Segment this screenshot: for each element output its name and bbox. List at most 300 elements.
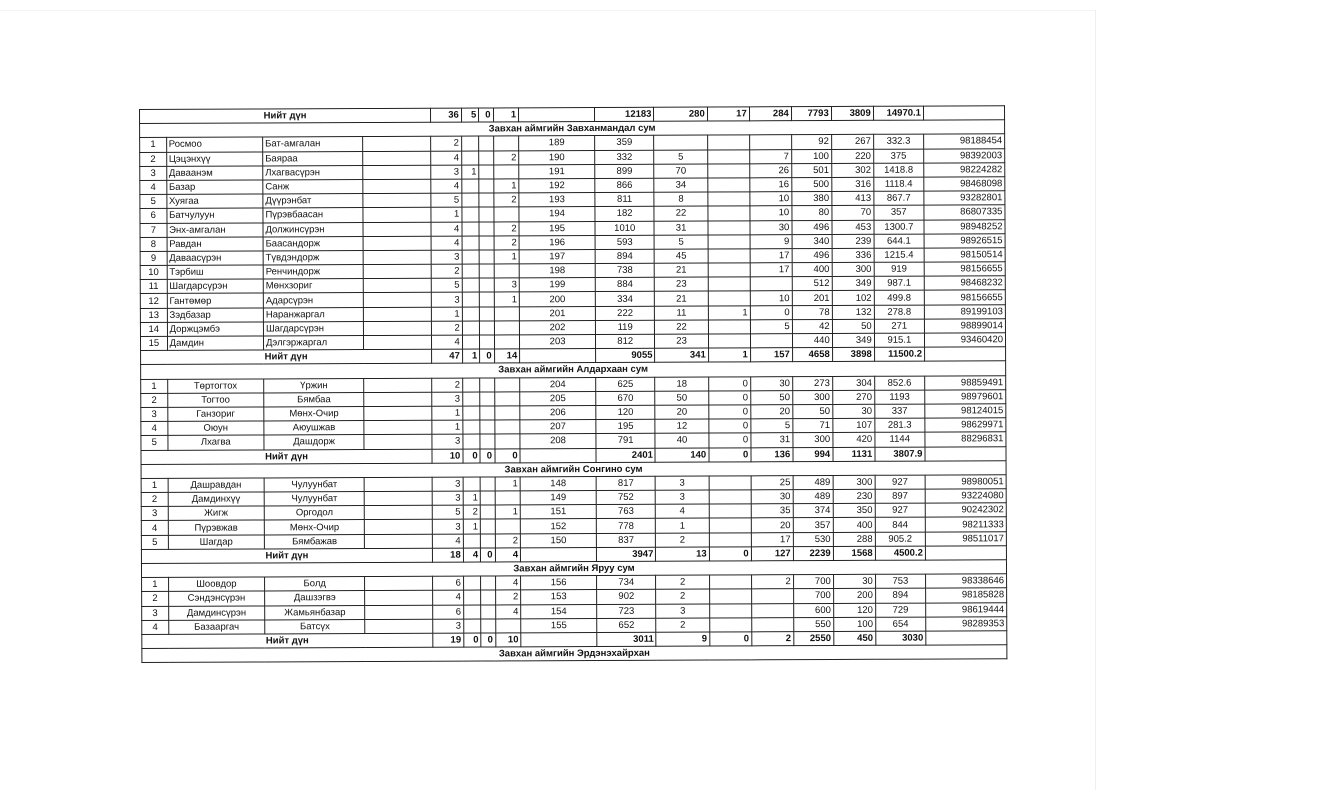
- patronymic-name: Баяраа: [263, 151, 363, 166]
- value-cell: [708, 320, 750, 334]
- value-cell: [709, 603, 751, 617]
- value-cell: [493, 136, 519, 150]
- total-cell: [923, 106, 1004, 121]
- value-cell: 3: [431, 165, 462, 179]
- value-cell: 9: [750, 234, 792, 248]
- value-cell: 2: [656, 589, 709, 603]
- value-cell: 336: [832, 248, 874, 262]
- value-cell: 6: [433, 576, 464, 590]
- value-cell: 18: [655, 377, 708, 391]
- value-cell: 21: [655, 263, 708, 277]
- patronymic-name: Дашдорж: [264, 435, 364, 450]
- patronymic-name: Мөнхзориг: [263, 279, 363, 294]
- total-cell: 4658: [792, 348, 832, 362]
- value-cell: [462, 335, 479, 349]
- value-cell: 453: [832, 220, 874, 234]
- value-cell: 1: [463, 519, 480, 533]
- value-cell: 5: [751, 419, 793, 433]
- value-cell: 1: [462, 165, 479, 179]
- blank-cell: [365, 520, 433, 534]
- value-cell: [463, 605, 480, 619]
- value-cell: [481, 619, 495, 633]
- total-cell: 0: [464, 633, 481, 647]
- value-cell: 152: [520, 519, 596, 534]
- blank-cell: [364, 278, 432, 292]
- value-cell: 1: [463, 491, 480, 505]
- value-cell: [463, 406, 480, 420]
- herder-name: Шоовдор: [168, 577, 264, 592]
- value-cell: 1010: [595, 221, 654, 235]
- total-cell: 3030: [876, 631, 926, 645]
- total-cell: 47: [432, 349, 463, 363]
- value-cell: 300: [792, 390, 832, 404]
- value-cell: [494, 406, 520, 420]
- value-cell: [709, 589, 751, 603]
- value-cell: 190: [519, 150, 595, 165]
- herder-name: Батчулуун: [167, 208, 263, 223]
- value-cell: [750, 277, 792, 291]
- value-cell: 902: [597, 590, 656, 604]
- value-cell: 203: [520, 335, 596, 350]
- blank-cell: [364, 293, 432, 307]
- value-cell: 98124015: [925, 404, 1006, 419]
- value-cell: 884: [595, 278, 654, 292]
- value-cell: 7: [749, 149, 791, 163]
- value-cell: [461, 136, 478, 150]
- herder-name: Жигж: [168, 506, 264, 521]
- patronymic-name: Дэлгэржаргал: [263, 336, 363, 351]
- value-cell: 332: [595, 150, 654, 164]
- value-cell: 3: [431, 250, 462, 264]
- value-cell: 625: [596, 377, 655, 391]
- value-cell: 334: [595, 292, 654, 306]
- value-cell: 927: [875, 503, 925, 517]
- value-cell: [707, 149, 749, 163]
- value-cell: 153: [521, 590, 597, 605]
- section-header: [142, 645, 1007, 663]
- total-cell: [521, 547, 597, 562]
- value-cell: 50: [655, 391, 708, 405]
- value-cell: 1: [495, 505, 521, 519]
- value-cell: 1: [494, 292, 520, 306]
- blank-cell: [363, 151, 431, 165]
- total-cell: 0: [481, 548, 495, 562]
- value-cell: [480, 378, 494, 392]
- section-title: Завхан аймгийн Завханмандал сум: [140, 120, 1005, 138]
- value-cell: 413: [832, 191, 874, 205]
- herder-name: Дамдин: [167, 336, 263, 351]
- row-number: 14: [140, 322, 167, 336]
- herder-name: Цэцэнхүү: [166, 152, 262, 167]
- total-label: Нийт дүн: [142, 633, 433, 648]
- value-cell: 0: [708, 405, 750, 419]
- value-cell: 440: [792, 333, 832, 347]
- value-cell: [480, 434, 494, 448]
- section-title: Завхан аймгийн Сонгино сум: [141, 460, 1006, 478]
- value-cell: 778: [596, 519, 655, 533]
- value-cell: [709, 618, 751, 632]
- value-cell: 98289353: [926, 616, 1007, 631]
- value-cell: 700: [793, 589, 833, 603]
- value-cell: 300: [832, 262, 874, 276]
- row-number: 6: [140, 209, 167, 223]
- blank-cell: [364, 264, 432, 278]
- value-cell: [709, 575, 751, 589]
- value-cell: 340: [792, 234, 832, 248]
- value-cell: [494, 306, 520, 320]
- value-cell: [461, 151, 478, 165]
- value-cell: 98468098: [924, 177, 1005, 192]
- value-cell: [462, 292, 479, 306]
- herder-name: Даваанэм: [166, 166, 262, 181]
- herder-name: Росмоо: [166, 137, 262, 152]
- patronymic-name: Бямбажав: [264, 534, 364, 549]
- value-cell: 196: [519, 235, 595, 250]
- value-cell: 20: [655, 405, 708, 419]
- herder-name: Лхагва: [168, 435, 264, 450]
- total-cell: 14970.1: [873, 106, 923, 120]
- value-cell: 182: [595, 207, 654, 221]
- blank-cell: [365, 505, 433, 519]
- herder-name: Зэдбазар: [167, 308, 263, 323]
- row-number: 7: [140, 223, 167, 237]
- row-number: 5: [141, 436, 168, 450]
- value-cell: 200: [519, 292, 595, 307]
- value-cell: [480, 505, 494, 519]
- row-number: 3: [142, 606, 169, 620]
- value-cell: 332.3: [873, 134, 923, 148]
- value-cell: 2: [463, 505, 480, 519]
- herders-table: [139, 105, 1007, 663]
- value-cell: 40: [655, 433, 708, 447]
- value-cell: 300: [793, 433, 833, 447]
- value-cell: 98150514: [924, 248, 1005, 263]
- value-cell: [462, 222, 479, 236]
- value-cell: 4: [431, 151, 462, 165]
- total-cell: 1: [708, 348, 750, 362]
- total-cell: 3807.9: [875, 447, 925, 461]
- total-label: Нийт дүн: [141, 548, 432, 563]
- total-cell: 5: [461, 108, 478, 122]
- value-cell: [479, 136, 493, 150]
- value-cell: 30: [832, 404, 874, 418]
- row-number: 2: [141, 393, 168, 407]
- section-title: Завхан аймгийн Эрдэнэхайрхан: [142, 645, 1007, 663]
- blank-cell: [364, 307, 432, 321]
- value-cell: [463, 434, 480, 448]
- patronymic-name: Дүүрэнбат: [263, 194, 363, 209]
- blank-cell: [364, 321, 432, 335]
- value-cell: 919: [874, 262, 924, 276]
- value-cell: 359: [595, 136, 654, 150]
- value-cell: 357: [874, 205, 924, 219]
- patronymic-name: Адарсүрэн: [263, 293, 363, 308]
- total-label: Нийт дүн: [141, 449, 432, 464]
- value-cell: [708, 235, 750, 249]
- value-cell: [709, 518, 751, 532]
- blank-cell: [363, 165, 431, 179]
- row-number: 12: [140, 294, 167, 308]
- value-cell: 98511017: [925, 531, 1006, 546]
- value-cell: 50: [793, 404, 833, 418]
- value-cell: 288: [833, 532, 875, 546]
- total-cell: [925, 446, 1006, 461]
- blank-cell: [363, 193, 431, 207]
- value-cell: 189: [519, 136, 595, 151]
- value-cell: 267: [831, 135, 873, 149]
- value-cell: 93282801: [924, 191, 1005, 206]
- value-cell: 93460420: [924, 333, 1005, 348]
- value-cell: [495, 519, 521, 533]
- blank-cell: [364, 420, 432, 434]
- total-cell: 127: [751, 546, 793, 560]
- total-cell: 2401: [596, 448, 655, 462]
- value-cell: 30: [751, 490, 793, 504]
- value-cell: 763: [596, 504, 655, 518]
- value-cell: 2: [494, 221, 520, 235]
- total-cell: 10: [432, 449, 463, 463]
- value-cell: [480, 335, 494, 349]
- value-cell: 192: [519, 178, 595, 193]
- value-cell: 98156655: [924, 262, 1005, 277]
- row-number: 9: [140, 251, 167, 265]
- value-cell: 652: [597, 618, 656, 632]
- patronymic-name: Түвдэндорж: [263, 250, 363, 265]
- patronymic-name: Мөнх-Очир: [264, 406, 364, 421]
- row-number: 1: [142, 578, 169, 592]
- patronymic-name: Батсүх: [265, 619, 365, 634]
- total-cell: 4: [463, 548, 480, 562]
- value-cell: 20: [751, 518, 793, 532]
- total-cell: [519, 108, 595, 123]
- value-cell: 2: [494, 236, 520, 250]
- value-cell: 98619444: [926, 602, 1007, 617]
- value-cell: 35: [751, 504, 793, 518]
- value-cell: 0: [708, 376, 750, 390]
- value-cell: 349: [832, 333, 874, 347]
- value-cell: 400: [833, 518, 875, 532]
- total-label: Нийт дүн: [141, 349, 432, 364]
- value-cell: 23: [655, 334, 708, 348]
- value-cell: [709, 504, 751, 518]
- value-cell: 420: [833, 433, 875, 447]
- total-cell: 18: [432, 548, 463, 562]
- value-cell: 337: [875, 404, 925, 418]
- value-cell: [480, 420, 494, 434]
- value-cell: 230: [833, 489, 875, 503]
- value-cell: 132: [832, 305, 874, 319]
- patronymic-name: Чулуунбат: [264, 492, 364, 507]
- value-cell: [480, 392, 494, 406]
- value-cell: 316: [832, 177, 874, 191]
- patronymic-name: Болд: [265, 577, 365, 592]
- value-cell: [480, 292, 494, 306]
- value-cell: 88296831: [925, 432, 1006, 447]
- herder-name: Оюун: [168, 421, 264, 436]
- value-cell: 1: [431, 207, 462, 221]
- value-cell: 92: [791, 135, 831, 149]
- value-cell: 98980051: [925, 475, 1006, 490]
- patronymic-name: Оргодол: [264, 506, 364, 521]
- value-cell: [494, 335, 520, 349]
- herder-name: Дамдинсүрэн: [168, 606, 264, 621]
- value-cell: 852.6: [874, 376, 924, 390]
- blank-cell: [364, 406, 432, 420]
- value-cell: 0: [709, 419, 751, 433]
- value-cell: 119: [595, 320, 654, 334]
- value-cell: 738: [595, 263, 654, 277]
- value-cell: [463, 590, 480, 604]
- value-cell: [481, 605, 495, 619]
- total-cell: 7793: [791, 106, 831, 120]
- value-cell: 550: [793, 617, 833, 631]
- total-cell: 0: [495, 448, 521, 462]
- value-cell: 155: [521, 618, 597, 633]
- value-cell: 25: [751, 476, 793, 490]
- value-cell: 499.8: [874, 291, 924, 305]
- page-edge-right: [1095, 10, 1096, 790]
- value-cell: [708, 220, 750, 234]
- value-cell: [479, 221, 493, 235]
- value-cell: [494, 392, 520, 406]
- row-number: 15: [140, 336, 167, 350]
- value-cell: 593: [595, 235, 654, 249]
- value-cell: 2: [431, 264, 462, 278]
- value-cell: 3: [431, 293, 462, 307]
- value-cell: [707, 164, 749, 178]
- value-cell: 987.1: [874, 276, 924, 290]
- patronymic-name: Чулуунбат: [264, 477, 364, 492]
- patronymic-name: Наранжаргал: [263, 307, 363, 322]
- total-cell: 280: [654, 107, 707, 121]
- total-cell: 10: [495, 633, 521, 647]
- value-cell: 45: [655, 249, 708, 263]
- value-cell: 34: [654, 178, 707, 192]
- value-cell: [463, 576, 480, 590]
- value-cell: 600: [793, 603, 833, 617]
- herder-name: Шагдарсүрэн: [167, 279, 263, 294]
- value-cell: 349: [832, 277, 874, 291]
- total-cell: 4: [495, 548, 521, 562]
- value-cell: [462, 250, 479, 264]
- value-cell: [479, 250, 493, 264]
- patronymic-name: Мөнх-Очир: [264, 520, 364, 535]
- herder-name: Тогтоо: [167, 393, 263, 408]
- value-cell: 4: [495, 576, 521, 590]
- value-cell: 207: [520, 420, 596, 435]
- value-cell: 98392003: [924, 148, 1005, 163]
- blank-cell: [363, 137, 431, 151]
- value-cell: 98224282: [924, 162, 1005, 177]
- total-cell: [925, 546, 1006, 561]
- value-cell: 5: [654, 235, 707, 249]
- total-cell: 450: [833, 631, 875, 645]
- value-cell: 1118.4: [874, 177, 924, 191]
- value-cell: [493, 207, 519, 221]
- value-cell: [462, 193, 479, 207]
- value-cell: 98188454: [924, 134, 1005, 149]
- value-cell: 1: [656, 518, 709, 532]
- value-cell: 0: [709, 433, 751, 447]
- value-cell: 11: [655, 306, 708, 320]
- blank-cell: [365, 477, 433, 491]
- value-cell: 42: [792, 319, 832, 333]
- value-cell: [480, 321, 494, 335]
- value-cell: 4: [433, 590, 464, 604]
- value-cell: 1: [495, 477, 521, 491]
- value-cell: [462, 321, 479, 335]
- value-cell: 2: [495, 533, 521, 547]
- value-cell: [479, 151, 493, 165]
- value-cell: [751, 603, 793, 617]
- value-cell: 70: [832, 206, 874, 220]
- value-cell: [751, 617, 793, 631]
- value-cell: 897: [875, 489, 925, 503]
- value-cell: [708, 291, 750, 305]
- value-cell: 271: [874, 319, 924, 333]
- herder-name: Энх-амгалан: [167, 222, 263, 237]
- value-cell: 222: [595, 306, 654, 320]
- herder-name: Даваасүрэн: [167, 251, 263, 266]
- value-cell: 12: [655, 419, 708, 433]
- value-cell: 107: [833, 418, 875, 432]
- value-cell: 4: [432, 534, 463, 548]
- value-cell: 273: [792, 376, 832, 390]
- patronymic-name: Баасандорж: [263, 236, 363, 251]
- value-cell: 496: [792, 248, 832, 262]
- value-cell: 753: [875, 574, 925, 588]
- value-cell: 837: [596, 533, 655, 547]
- total-cell: 9: [656, 632, 709, 646]
- value-cell: 1144: [875, 432, 925, 446]
- blank-cell: [365, 491, 433, 505]
- blank-cell: [363, 236, 431, 250]
- value-cell: 100: [833, 617, 875, 631]
- value-cell: 530: [793, 532, 833, 546]
- blank-cell: [365, 534, 433, 548]
- total-cell: 0: [709, 547, 751, 561]
- total-cell: 341: [655, 348, 708, 362]
- value-cell: [494, 434, 520, 448]
- blank-cell: [364, 378, 432, 392]
- patronymic-name: Аюушжав: [264, 421, 364, 436]
- value-cell: 302: [831, 163, 873, 177]
- patronymic-name: Бат-амгалан: [263, 137, 363, 152]
- value-cell: 5: [750, 319, 792, 333]
- value-cell: 1: [494, 250, 520, 264]
- value-cell: [751, 589, 793, 603]
- value-cell: 496: [792, 220, 832, 234]
- value-cell: 3: [432, 520, 463, 534]
- value-cell: 2: [495, 590, 521, 604]
- value-cell: 195: [519, 221, 595, 236]
- total-cell: 284: [749, 107, 791, 121]
- value-cell: 2: [656, 575, 709, 589]
- value-cell: 3: [432, 477, 463, 491]
- row-number: 1: [140, 138, 167, 152]
- value-cell: 927: [875, 475, 925, 489]
- total-cell: 12183: [594, 107, 653, 121]
- value-cell: 489: [793, 475, 833, 489]
- value-cell: 201: [792, 291, 832, 305]
- value-cell: 22: [654, 206, 707, 220]
- value-cell: 4: [431, 222, 462, 236]
- total-cell: 2239: [793, 546, 833, 560]
- value-cell: [479, 236, 493, 250]
- value-cell: [481, 576, 495, 590]
- total-cell: [521, 632, 597, 647]
- value-cell: 350: [833, 504, 875, 518]
